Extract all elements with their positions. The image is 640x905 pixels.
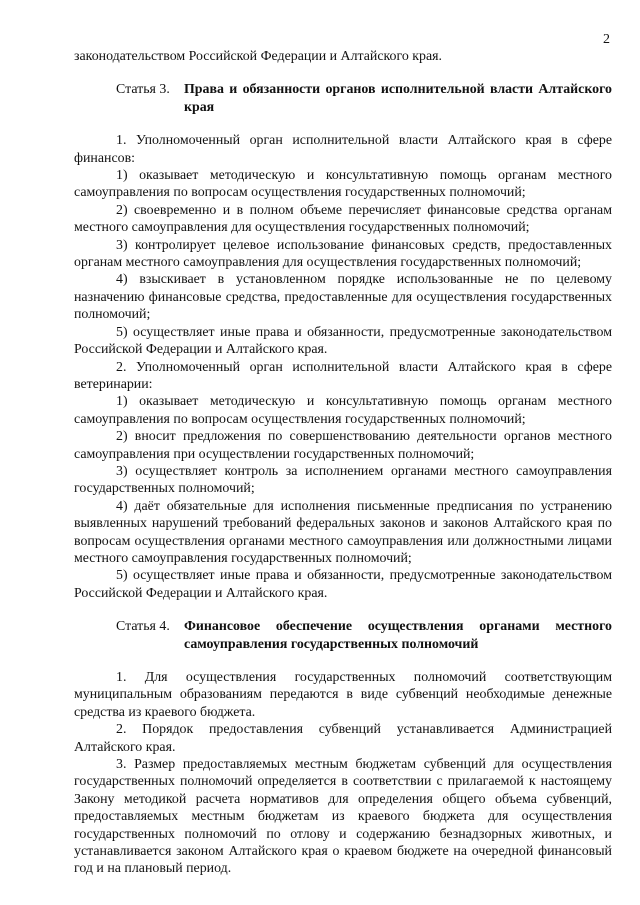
article-3-paragraph: 3) осуществляет контроль за исполнением органами местного самоуправления государственных полномочий; — [74, 463, 612, 497]
article-4-paragraph: 2. Порядок предоставления субвенций устанавливается Администрацией Алтайского края. — [74, 722, 612, 755]
article-3-paragraph: 4) даёт обязательные для исполнения письменные предписания по устранению выявленных нарушений требований федеральных законов и законов Алтайского края по вопросам осуществления органами местного самоуправления или должностными лицами местного самоуправления государственных полномочий; — [74, 498, 612, 566]
article-4-title: Финансовое обеспечение осуществления органами местного самоуправления государственных полномочий — [184, 619, 612, 652]
article-4-paragraph: 3. Размер предоставляемых местным бюджетам субвенций для осуществления государственных полномочий определяется в соответствии с прилагаемой к настоящему Закону методикой расчета нормативов для определения общего объема субвенций, предоставляемых местным бюджетам из краевого бюджета для осуществления государственных полномочий по отлову и содержанию безнадзорных животных, и устанавливается законом Алтайского края о краевом бюджете на очередной финансовый год и на плановый период. — [74, 757, 612, 877]
article-3-label: Статья 3. — [116, 82, 170, 98]
article-3-heading — [74, 81, 612, 116]
article-3-paragraph: 1) оказывает методическую и консультативную помощь органам местного самоуправления по вопросам осуществления государственных полномочий; — [74, 394, 612, 427]
article-3-paragraph: 2) своевременно и в полном объеме перечисляет финансовые средства органам местного самоуправления для осуществления государственных полномочий; — [74, 202, 612, 236]
article-3-paragraph: 3) контролирует целевое использование финансовых средств, предоставленных органам местного самоуправления для осуществления государственных полномочий; — [74, 237, 612, 271]
article-3-paragraph: 5) осуществляет иные права и обязанности, предусмотренные законодательством Российской Федерации и Алтайского края. — [74, 568, 612, 601]
intro-line: законодательством Российской Федерации и Алтайского края. — [74, 49, 442, 64]
document-body — [74, 48, 612, 878]
article-3-paragraph: 1. Уполномоченный орган исполнительной власти Алтайского края в сфере финансов: — [74, 133, 612, 166]
article-3-paragraph: 4) взыскивает в установленном порядке использованные не по целевому назначению финансовые средства, предоставленные для осуществления государственных полномочий; — [74, 272, 612, 323]
article-4-label: Статья 4. — [116, 619, 170, 635]
article-3-paragraph: 1) оказывает методическую и консультативную помощь органам местного самоуправления по вопросам осуществления государственных полномочий; — [74, 168, 612, 201]
article-3-paragraph: 2. Уполномоченный орган исполнительной власти Алтайского края в сфере ветеринарии: — [74, 359, 612, 392]
article-4-paragraph: 1. Для осуществления государственных полномочий соответствующим муниципальным образованиям передаются в виде субвенций необходимые денежные средства из краевого бюджета. — [74, 670, 612, 720]
article-3-paragraph: 5) осуществляет иные права и обязанности, предусмотренные законодательством Российской Федерации и Алтайского края. — [74, 324, 612, 358]
article-3-title: Права и обязанности органов исполнительной власти Алтайского края — [184, 82, 612, 115]
article-3-paragraph: 2) вносит предложения по совершенствованию деятельности органов местного самоуправления при осуществлении государственных полномочий; — [74, 429, 612, 462]
article-4-heading — [74, 618, 612, 653]
page-number: 2 — [603, 32, 610, 47]
